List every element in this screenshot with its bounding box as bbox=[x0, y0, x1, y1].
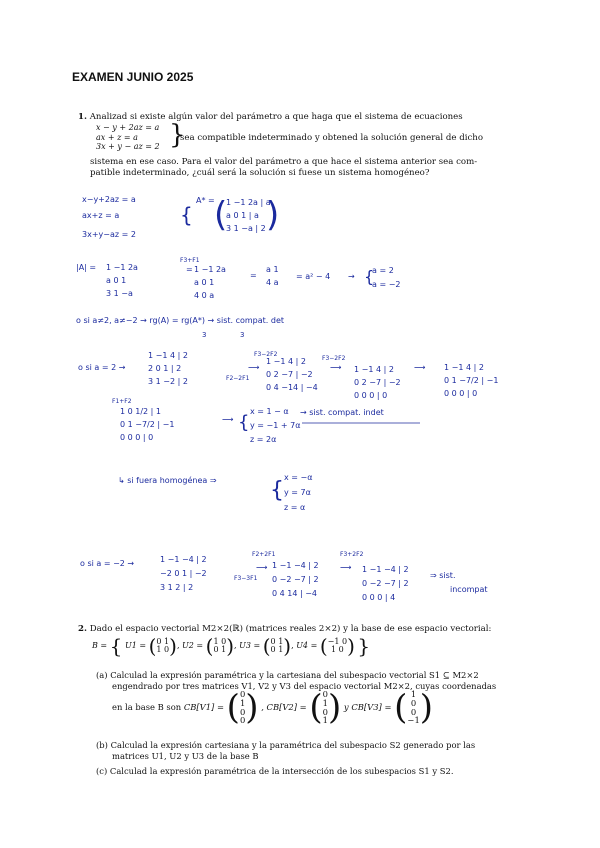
hw-op3: F1+F2 bbox=[112, 398, 132, 405]
hw-det-label: |A| = bbox=[76, 263, 97, 272]
q2b-label: (b) bbox=[96, 740, 108, 750]
hw-rank3b: 3 bbox=[240, 331, 245, 339]
hw-sol1: x = 1 − α bbox=[250, 407, 289, 416]
exam-title: EXAMEN JUNIO 2025 bbox=[72, 70, 194, 84]
hw-arrow7: ⟶ bbox=[340, 563, 352, 572]
basis-u2-label: U2 = bbox=[182, 641, 204, 650]
hw-det-r1: 1 −1 2a bbox=[106, 263, 138, 272]
hw-verdict2b: incompat bbox=[450, 585, 488, 594]
basis-u4: −1 0 1 0 bbox=[327, 636, 348, 654]
hw-n1-r2: −2 0 1 | −2 bbox=[160, 569, 207, 578]
hw-am-r2: a 0 1 | a bbox=[226, 211, 259, 220]
hw-brace-sol: { bbox=[238, 412, 250, 433]
basis-label: B = bbox=[92, 641, 108, 650]
hw-astar-label: A* = bbox=[196, 196, 215, 205]
hw-arrow6: ⟶ bbox=[256, 563, 268, 572]
cv2-label: , CB[V2] = bbox=[261, 702, 307, 713]
hw-n1-r1: 1 −1 −4 | 2 bbox=[160, 555, 207, 564]
hw-m2-r1: 1 −1 4 | 2 bbox=[266, 357, 306, 366]
q2c-text-1: Calculad la expresión paramétrica de la intersección de los subespacios S1 y S2. bbox=[109, 766, 454, 776]
hw-n2-r2: 0 −2 −7 | 2 bbox=[272, 575, 319, 584]
hw-case2-label: o si a = 2 → bbox=[78, 363, 126, 372]
hw-n2-r3: 0 4 14 | −4 bbox=[272, 589, 318, 598]
hw-op4: F2+2F1 bbox=[252, 551, 276, 558]
hw-verdict2a: ⇒ sist. bbox=[430, 571, 456, 580]
q1-text-2: sea compatible indeterminado y obtened la solución general de dicho bbox=[180, 133, 483, 143]
q2c bbox=[96, 766, 530, 777]
hw-det2-r3: 4 0 a bbox=[194, 291, 215, 300]
hw-am-rparen: ) bbox=[266, 195, 280, 235]
hw-n2-r1: 1 −1 −4 | 2 bbox=[272, 561, 319, 570]
q1-system-brace: } bbox=[169, 120, 186, 150]
hw-m3-r2: 0 2 −7 | −2 bbox=[354, 378, 401, 387]
hw-brace-homog: { bbox=[270, 478, 284, 503]
hw-sol3: z = 2α bbox=[250, 435, 277, 444]
q2-intro: Dado el espacio vectorial M2×2(ℝ) (matrices reales 2×2) y la base de ese espacio vectorial: bbox=[89, 624, 492, 634]
hw-m1-r3: 3 1 −2 | 2 bbox=[148, 377, 188, 386]
hw-h1: x = −α bbox=[284, 473, 313, 482]
q2a-text-1: Calculad la expresión paramétrica y la cartesiana del subespacio vectorial S1 ⊆ M2×2 bbox=[110, 670, 479, 680]
q1-eq2: ax + z = a bbox=[96, 132, 138, 142]
q2b bbox=[96, 740, 530, 761]
hw-sys1: x−y+2az = a bbox=[82, 195, 136, 204]
q2-number: 2. bbox=[78, 624, 87, 634]
hw-det2-r2: a 0 1 bbox=[194, 278, 215, 287]
q2b-text-2: matrices U1, U2 y U3 de la base B bbox=[112, 750, 259, 761]
hw-m4-r2: 0 1 −7/2 | −1 bbox=[444, 376, 499, 385]
cv3-vector: 1 0 0 −1 bbox=[407, 689, 420, 726]
basis-u3: 0 1 0 1 bbox=[270, 636, 284, 654]
hw-arrow5: ⟶ bbox=[222, 415, 234, 424]
hw-m2-r2: 0 2 −7 | −2 bbox=[266, 370, 313, 379]
hw-det-r3: 3 1 −a bbox=[106, 289, 133, 298]
hw-op1: F3−2F2 bbox=[254, 351, 278, 358]
q1-text-3: sistema en ese caso. Para el valor del parámetro a que hace el sistema anterior sea com- bbox=[90, 157, 478, 167]
hw-am-r1: 1 −1 2a | a bbox=[226, 198, 271, 207]
hw-am-lparen: ( bbox=[214, 195, 228, 235]
hw-case1: o si a≠2, a≠−2 → rg(A) = rg(A*) → sist. compat. det bbox=[76, 316, 285, 325]
hw-det2-r1: 1 −1 2a bbox=[194, 265, 226, 274]
hw-n3-r3: 0 0 0 | 4 bbox=[362, 593, 396, 602]
hw-eq-sign2: = bbox=[250, 271, 257, 280]
q2b-text-1: Calculad la expresión cartesiana y la paramétrica del subespacio S2 generado por las bbox=[110, 740, 476, 750]
cv1-label: CB[V1] = bbox=[183, 702, 224, 713]
hw-m3-r1: 1 −1 4 | 2 bbox=[354, 365, 394, 374]
hw-det-r2: a 0 1 bbox=[106, 276, 127, 285]
hw-det3-r2: 4 a bbox=[266, 278, 279, 287]
hw-f3f1: F3+F1 bbox=[180, 257, 200, 264]
cv1-vector: 0 1 0 0 bbox=[239, 689, 246, 726]
hw-det3-r1: a 1 bbox=[266, 265, 279, 274]
q1-eq3: 3x + y − az = 2 bbox=[96, 142, 160, 152]
hw-op5: F3+2F2 bbox=[340, 551, 364, 558]
hw-m5-r1: 1 0 1/2 | 1 bbox=[120, 407, 162, 416]
hw-m1-r2: 2 0 1 | 2 bbox=[148, 364, 182, 373]
q2a-coordinates: en la base B son CB[V1] = (0 1 0 0) , CB[V2] = (0 1 0 1) y CB[V3] = ( 1 0 0 −1) bbox=[112, 687, 434, 728]
hw-homog-label: ↳ si fuera homogénea ⇒ bbox=[118, 476, 217, 485]
cv3-label: y CB[V3] = bbox=[343, 702, 392, 713]
q2a-label: (a) bbox=[96, 670, 108, 680]
hw-arrow4: ⟶ bbox=[414, 363, 426, 372]
hw-m4-r1: 1 −1 4 | 2 bbox=[444, 363, 484, 372]
hw-brace-roots: { bbox=[364, 267, 375, 286]
hw-roots2: a = −2 bbox=[372, 280, 401, 289]
cv2-vector: 0 1 0 1 bbox=[322, 689, 328, 726]
hw-op2: F3−2F2 bbox=[322, 355, 346, 362]
q1-text-1: Analizad si existe algún valor del parámetro a que haga que el sistema de ecuaciones bbox=[89, 112, 463, 122]
hw-h2: y = 7α bbox=[284, 488, 311, 497]
hw-m4-r3: 0 0 0 | 0 bbox=[444, 389, 478, 398]
hw-op1b: F2−2F1 bbox=[226, 375, 250, 382]
basis-u1: 0 1 1 0 bbox=[156, 636, 170, 654]
basis-u4-label: U4 = bbox=[296, 641, 318, 650]
hw-sys3: 3x+y−az = 2 bbox=[82, 230, 136, 239]
hw-m1-r1: 1 −1 4 | 2 bbox=[148, 351, 188, 360]
hw-verdict1: → sist. compat. indet bbox=[300, 408, 384, 417]
hw-arrow1: → bbox=[348, 272, 355, 281]
hw-brace-left: { bbox=[180, 203, 193, 227]
basis-u2: 1 0 0 1 bbox=[213, 636, 227, 654]
hw-m5-r2: 0 1 −7/2 | −1 bbox=[120, 420, 175, 429]
q2c-label: (c) bbox=[96, 766, 108, 776]
hw-arrow2: ⟶ bbox=[248, 363, 260, 372]
hw-roots1: a = 2 bbox=[372, 266, 394, 275]
q1-eq1: x − y + 2az = a bbox=[96, 123, 160, 132]
q2a-text-3: en la base B son bbox=[112, 702, 182, 713]
hw-sol2: y = −1 + 7α bbox=[250, 421, 301, 430]
hw-rank3a: 3 bbox=[202, 331, 207, 339]
hw-n3-r2: 0 −2 −7 | 2 bbox=[362, 579, 409, 588]
hw-sys2: ax+z = a bbox=[82, 211, 120, 220]
hw-m3-r3: 0 0 0 | 0 bbox=[354, 391, 388, 400]
hw-case3-label: o si a = −2 → bbox=[80, 559, 135, 568]
hw-arrow3: ⟶ bbox=[330, 363, 342, 372]
hw-n3-r1: 1 −1 −4 | 2 bbox=[362, 565, 409, 574]
q1-text-4: patible indeterminado, ¿cuál será la solución si fuese un sistema homogéneo? bbox=[90, 168, 430, 178]
q1-number: 1. bbox=[78, 112, 87, 122]
hw-m5-r3: 0 0 0 | 0 bbox=[120, 433, 154, 442]
hw-h3: z = α bbox=[284, 503, 306, 512]
basis-u1-label: U1 = bbox=[124, 641, 147, 650]
hw-eq-sign1: = bbox=[186, 265, 193, 274]
hw-n1-r3: 3 1 2 | 2 bbox=[160, 583, 194, 592]
hw-op4b: F3−3F1 bbox=[234, 575, 258, 582]
hw-det-result: = a² − 4 bbox=[296, 272, 331, 281]
hw-am-r3: 3 1 −a | 2 bbox=[226, 224, 266, 233]
basis-u3-label: U3 = bbox=[239, 641, 261, 650]
q2-intro-line bbox=[78, 624, 530, 635]
q2a-text-2: engendrado por tres matrices V1, V2 y V3 del espacio vectorial M2×2, cuyas coordenadas bbox=[112, 680, 497, 691]
hw-m2-r3: 0 4 −14 | −4 bbox=[266, 383, 318, 392]
q2-basis: B = { U1 = (0 1 1 0), U2 = (1 0 0 1), U3 = (0 1 0 1), U4 = (−1 0 1 0 ) } bbox=[92, 634, 371, 658]
